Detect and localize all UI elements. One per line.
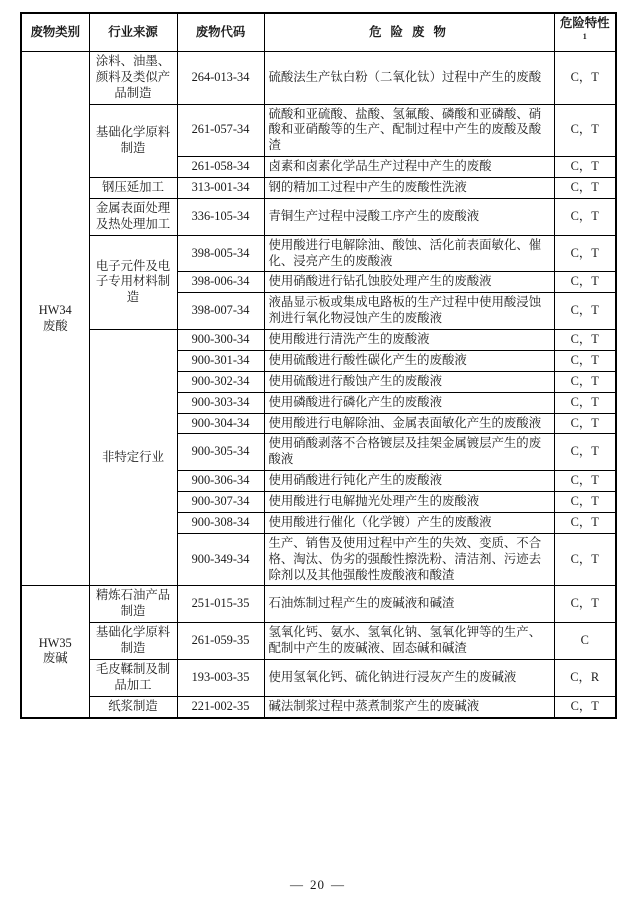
table-header-row [21,13,616,51]
waste-code-cell: 251-015-35 [177,586,264,623]
waste-code-cell: 398-005-34 [177,235,264,272]
page-number: 20 [310,877,325,892]
hazard-property-cell: C，T [554,178,616,199]
waste-code-cell: 900-306-34 [177,471,264,492]
column-header-hazardous-waste: 危 险 废 物 [264,13,554,51]
waste-code-cell: 313-001-34 [177,178,264,199]
waste-code-cell: 900-300-34 [177,330,264,351]
column-header-industry-source: 行业来源 [89,13,177,51]
hazardous-waste-description-cell: 钢的精加工过程中产生的废酸性洗液 [264,178,554,199]
hazardous-waste-description-cell: 使用磷酸进行磷化产生的废酸液 [264,392,554,413]
industry-source-cell: 非特定行业 [89,330,177,586]
hazard-property-cell: C，T [554,350,616,371]
table-row [21,51,616,104]
waste-category-name: 废酸 [42,318,68,333]
hazardous-waste-description-cell: 青铜生产过程中浸酸工序产生的废酸液 [264,198,554,235]
hazardous-waste-description-cell: 生产、销售及使用过程中产生的失效、变质、不合格、淘汰、伪劣的强酸性擦洗粉、清洁剂、污迹去除剂以及其他强酸性废酸液和酸渣 [264,533,554,586]
waste-code-cell: 900-349-34 [177,533,264,586]
hazard-property-cell: C，T [554,586,616,623]
industry-source-cell: 电子元件及电子专用材料制造 [89,235,177,329]
hazardous-waste-description-cell: 硫酸法生产钛白粉（二氧化钛）过程中产生的废酸 [264,51,554,104]
hazard-property-cell: C，T [554,413,616,434]
waste-code-cell: 398-006-34 [177,272,264,293]
page-footer [0,877,635,893]
column-header-category: 废物类别 [21,13,89,51]
table-row [21,586,616,623]
hazard-property-cell: C，T [554,293,616,330]
hazardous-waste-description-cell: 氢氧化钙、氨水、氢氧化钠、氢氧化钾等的生产、配制中产生的废碱液、固态碱和碱渣 [264,623,554,660]
table-row [21,696,616,717]
waste-code-cell: 264-013-34 [177,51,264,104]
hazard-property-cell: C，T [554,471,616,492]
table-row [21,623,616,660]
industry-source-cell: 精炼石油产品制造 [89,586,177,623]
waste-code-cell: 261-058-34 [177,157,264,178]
waste-code-cell: 261-057-34 [177,104,264,157]
hazard-property-cell: C，T [554,392,616,413]
industry-source-cell: 毛皮鞣制及制品加工 [89,659,177,696]
hazardous-waste-description-cell: 石油炼制过程产生的废碱液和碱渣 [264,586,554,623]
waste-category-cell [21,51,89,586]
waste-code-cell: 900-305-34 [177,434,264,471]
hazardous-waste-description-cell: 卤素和卤素化学品生产过程中产生的废酸 [264,157,554,178]
industry-source-cell: 纸浆制造 [89,696,177,717]
hazardous-waste-description-cell: 使用硝酸进行钝化产生的废酸液 [264,471,554,492]
waste-category-cell [21,586,89,718]
hazardous-waste-description-cell: 碱法制浆过程中蒸煮制浆产生的废碱液 [264,696,554,717]
column-header-waste-code: 废物代码 [177,13,264,51]
hazardous-waste-table [20,12,617,719]
hazardous-waste-description-cell: 使用酸进行电解除油、酸蚀、活化前表面敏化、催化、浸亮产生的废酸液 [264,235,554,272]
table-header [21,13,616,51]
hazard-property-cell: C，T [554,235,616,272]
hazard-property-cell: C，T [554,492,616,513]
hazard-property-footnote-marker: 1 [582,31,587,41]
waste-code-cell: 900-303-34 [177,392,264,413]
hazard-property-cell: C，T [554,533,616,586]
table-row [21,235,616,272]
industry-source-cell: 基础化学原料制造 [89,623,177,660]
hazard-property-cell: C，T [554,696,616,717]
hazard-property-cell: C，T [554,104,616,157]
hazardous-waste-description-cell: 使用酸进行催化（化学镀）产生的废酸液 [264,512,554,533]
footer-dash-right: — [331,877,345,892]
hazard-property-cell: C，T [554,512,616,533]
hazardous-waste-description-cell: 使用硫酸进行酸蚀产生的废酸液 [264,371,554,392]
hazard-property-cell: C，T [554,371,616,392]
hazard-property-cell: C，T [554,157,616,178]
industry-source-cell: 基础化学原料制造 [89,104,177,178]
table-row [21,104,616,157]
hazard-property-cell: C，T [554,272,616,293]
waste-category-name: 废碱 [42,651,68,666]
hazard-property-cell: C，T [554,330,616,351]
waste-code-cell: 900-308-34 [177,512,264,533]
waste-code-cell: 900-307-34 [177,492,264,513]
waste-code-cell: 221-002-35 [177,696,264,717]
column-header-hazard-property [554,13,616,51]
hazardous-waste-description-cell: 使用酸进行电解除油、金属表面敏化产生的废酸液 [264,413,554,434]
hazardous-waste-description-cell: 硫酸和亚硫酸、盐酸、氢氟酸、磷酸和亚磷酸、硝酸和亚硝酸等的生产、配制过程中产生的废酸及酸渣 [264,104,554,157]
footer-dash-left: — [290,877,304,892]
industry-source-cell: 涂料、油墨、颜料及类似产品制造 [89,51,177,104]
waste-code-cell: 398-007-34 [177,293,264,330]
hazard-property-cell: C，T [554,51,616,104]
hazard-property-label: 危险特性 [559,16,610,30]
hazard-property-cell: C，T [554,434,616,471]
hazard-property-cell: C [554,623,616,660]
waste-code-cell: 900-302-34 [177,371,264,392]
table-row [21,178,616,199]
waste-category-code: HW34 [38,302,72,317]
waste-code-cell: 193-003-35 [177,659,264,696]
waste-code-cell: 336-105-34 [177,198,264,235]
waste-code-cell: 900-301-34 [177,350,264,371]
waste-code-cell: 900-304-34 [177,413,264,434]
table-body [21,51,616,717]
hazardous-waste-description-cell: 液晶显示板或集成电路板的生产过程中使用酸浸蚀剂进行氧化物浸蚀产生的废酸液 [264,293,554,330]
industry-source-cell: 钢压延加工 [89,178,177,199]
table-row [21,198,616,235]
table-row [21,659,616,696]
hazardous-waste-description-cell: 使用硝酸剥落不合格镀层及挂架金属镀层产生的废酸液 [264,434,554,471]
hazardous-waste-description-cell: 使用酸进行清洗产生的废酸液 [264,330,554,351]
hazardous-waste-description-cell: 使用氢氧化钙、硫化钠进行浸灰产生的废碱液 [264,659,554,696]
hazardous-waste-description-cell: 使用硝酸进行钻孔蚀胶处理产生的废酸液 [264,272,554,293]
hazardous-waste-description-cell: 使用酸进行电解抛光处理产生的废酸液 [264,492,554,513]
industry-source-cell: 金属表面处理及热处理加工 [89,198,177,235]
waste-code-cell: 261-059-35 [177,623,264,660]
waste-category-code: HW35 [38,635,72,650]
hazard-property-cell: C，R [554,659,616,696]
table-row [21,330,616,351]
hazard-property-cell: C，T [554,198,616,235]
hazardous-waste-description-cell: 使用硫酸进行酸性碳化产生的废酸液 [264,350,554,371]
